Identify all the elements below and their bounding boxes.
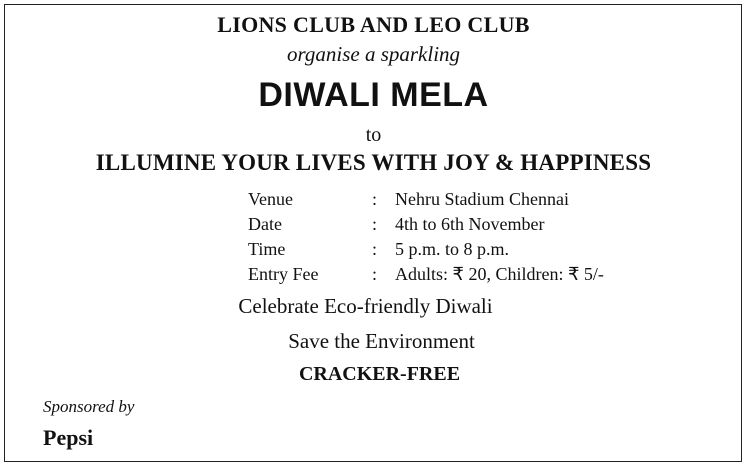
detail-value: 4th to 6th November <box>395 214 545 234</box>
detail-separator: : <box>372 214 378 234</box>
detail-label: Time <box>248 239 286 259</box>
detail-value: Adults: ₹ 20, Children: ₹ 5/- <box>395 264 604 284</box>
detail-value: Nehru Stadium Chennai <box>395 189 569 209</box>
detail-label: Venue <box>248 189 293 209</box>
detail-label: Date <box>248 214 282 234</box>
organisers-heading: LIONS CLUB AND LEO CLUB <box>217 12 530 37</box>
detail-label: Entry Fee <box>248 264 319 284</box>
sponsored-by-label: Sponsored by <box>43 397 135 416</box>
detail-separator: : <box>372 239 378 259</box>
slogan-cracker-free: CRACKER-FREE <box>298 363 461 385</box>
slogan-save-environment: Save the Environment <box>288 329 475 353</box>
detail-value: 5 p.m. to 8 p.m. <box>395 239 510 259</box>
sponsor-name: Pepsi <box>43 425 94 450</box>
tagline: ILLUMINE YOUR LIVES WITH JOY & HAPPINESS <box>95 150 652 175</box>
connector-text: to <box>365 124 382 146</box>
slogan-celebrate: Celebrate Eco-friendly Diwali <box>238 294 493 318</box>
detail-separator: : <box>372 189 378 209</box>
subheading: organise a sparkling <box>286 42 461 66</box>
event-title: DIWALI MELA <box>258 76 489 114</box>
detail-separator: : <box>372 264 378 284</box>
